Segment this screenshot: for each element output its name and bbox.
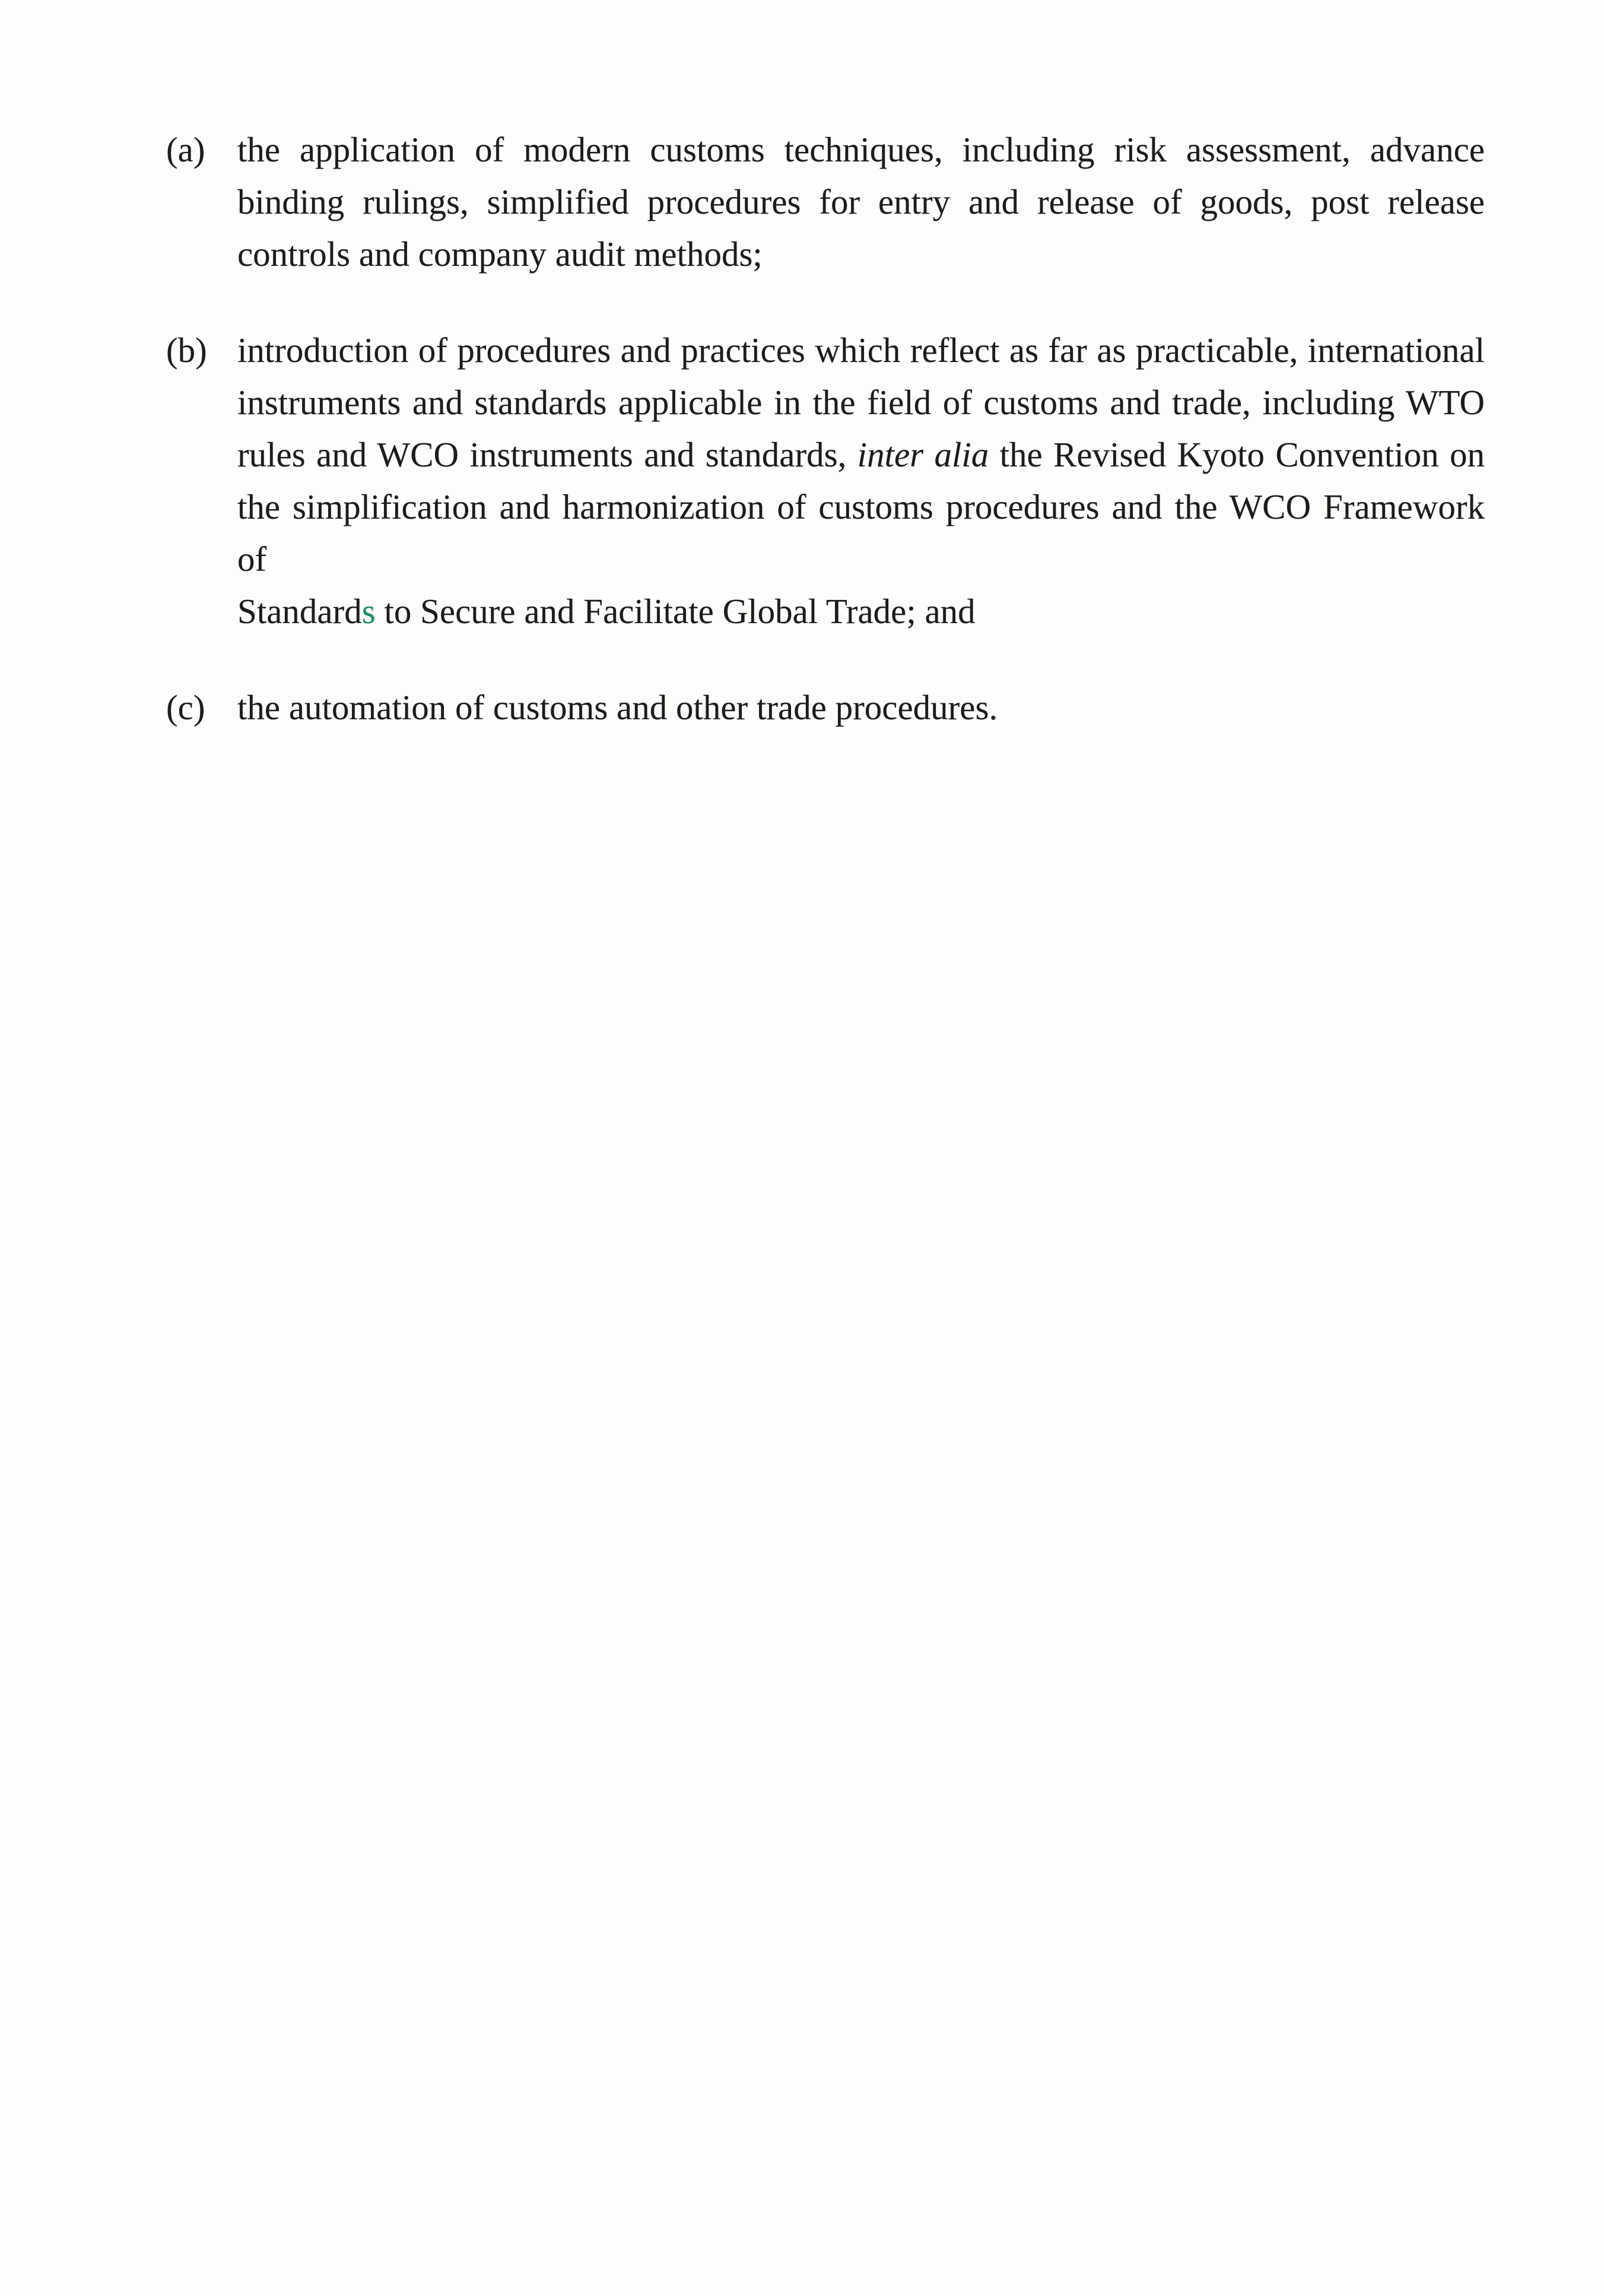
text-segment: the simplification and harmonization of customs procedures and the WCO Framework of [237, 487, 1485, 579]
text-segment: to Secure and Facilitate Global Trade; and [375, 592, 976, 631]
text-segment: introduction of procedures and practices which reflect as far as practicable, international [237, 331, 1485, 370]
text-segment: Standard [237, 592, 362, 631]
text-line [237, 481, 1485, 585]
text-line [237, 228, 1485, 280]
text-line [237, 585, 1485, 637]
text-segment: controls and company audit methods; [237, 234, 763, 274]
list-item [166, 123, 1485, 280]
list-item-text [237, 123, 1485, 280]
text-segment: the automation of customs and other trade procedures. [237, 688, 998, 727]
text-line [237, 681, 1485, 733]
text-segment: s [361, 592, 376, 631]
text-line [237, 176, 1485, 228]
text-line [237, 324, 1485, 376]
list-item-label: (b) [166, 331, 207, 370]
text-segment: the Revised Kyoto Convention on [989, 435, 1485, 474]
text-segment: instruments and standards applicable in the field of customs and trade, including WTO [237, 383, 1485, 422]
text-line [237, 376, 1485, 428]
list-item [166, 324, 1485, 637]
text-line [237, 123, 1485, 176]
clause-list [166, 123, 1485, 733]
list-item-label: (a) [166, 130, 205, 169]
list-item [166, 681, 1485, 733]
text-segment: rules and WCO instruments and standards, [237, 435, 857, 474]
list-item-label: (c) [166, 688, 205, 727]
text-segment: binding rulings, simplified procedures for entry and release of goods, post release [237, 182, 1485, 221]
list-item-text [237, 324, 1485, 637]
list-item-text [237, 681, 1485, 733]
text-line [237, 428, 1485, 481]
text-segment: inter alia [857, 435, 989, 474]
text-segment: the application of modern customs techniques, including risk assessment, advance [237, 130, 1485, 169]
